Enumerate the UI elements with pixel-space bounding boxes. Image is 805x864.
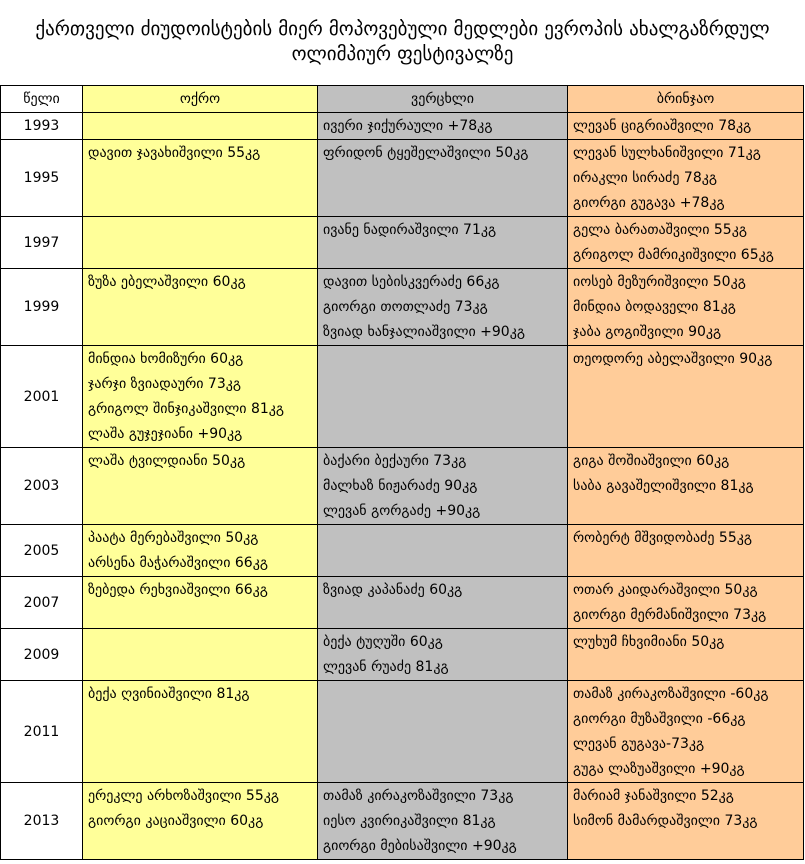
medalist-entry: გიორგი მებისაშვილი +90კგ (323, 838, 517, 854)
year-cell: 2007 (1, 577, 83, 629)
medalist-entry: ერეკლე არხოზაშვილი 55კგ (88, 788, 280, 804)
gold-cell (83, 681, 318, 783)
silver-cell (318, 140, 568, 217)
medalist-entry: ფრიდონ ტყეშელაშვილი 50კგ (323, 145, 529, 161)
medalist-entry: გიორგი მუზაშვილი -66კგ (573, 711, 746, 727)
medalist-entry: მარიამ ჯანაშვილი 52კგ (573, 788, 734, 804)
medalist-entry: ჯარჯი ზვიადაური 73კგ (88, 376, 242, 392)
medalist-entry: გრიგოლ მამრიკიშვილი 65კგ (573, 247, 774, 263)
medalist-entry: ივანე ნადირაშვილი 71კგ (323, 222, 497, 238)
gold-cell (83, 448, 318, 525)
bronze-cell (568, 577, 804, 629)
table-row (1, 346, 804, 448)
silver-cell (318, 783, 568, 860)
silver-cell (318, 448, 568, 525)
silver-cell (318, 577, 568, 629)
table-row (1, 681, 804, 783)
medalist-entry: ბექა ტუღუში 60კგ (323, 634, 443, 650)
gold-cell (83, 140, 318, 217)
title-line: ქართველი ძიუდოისტების მიერ მოპოვებული მედლები ევროპის ახალგაზრდულ (35, 18, 770, 40)
table-row (1, 783, 804, 860)
year-cell: 2011 (1, 681, 83, 783)
silver-cell (318, 217, 568, 269)
header-row (1, 86, 804, 113)
medalist-entry: ლაშა გუჯეჯიანი +90კგ (88, 426, 243, 442)
medalist-entry: ჯაბა გოგიშვილი 90კგ (573, 324, 722, 340)
gold-cell (83, 629, 318, 681)
medalist-entry: ივერი ჯიქურაული +78კგ (323, 118, 493, 134)
table-row (1, 577, 804, 629)
gold-cell (83, 783, 318, 860)
bronze-cell (568, 140, 804, 217)
gold-cell (83, 577, 318, 629)
header-silver: ვერცხლი (318, 86, 568, 113)
year-cell: 1993 (1, 113, 83, 140)
medalist-entry: გელა ბარათაშვილი 55კგ (573, 222, 747, 238)
medalist-entry: რობერტ მშვიდობაძე 55კგ (573, 530, 753, 546)
medalist-entry: ოთარ კაიდარაშვილი 50კგ (573, 582, 758, 598)
medals-table (0, 85, 804, 860)
medalist-entry: დავით ჯავახიშვილი 55კგ (88, 145, 261, 161)
header-bronze: ბრინჯაო (568, 86, 804, 113)
table-row (1, 525, 804, 577)
medalist-entry: თამაზ კირაკოზაშვილი 73კგ (323, 788, 514, 804)
medalist-entry: ბექა ღვინიაშვილი 81კგ (88, 686, 250, 702)
medalist-entry: ბაქარი ბექაური 73კგ (323, 453, 467, 469)
table-row (1, 217, 804, 269)
year-cell: 2013 (1, 783, 83, 860)
medalist-entry: ზვიად კაპანაძე 60კგ (323, 582, 463, 598)
gold-cell (83, 346, 318, 448)
medalist-entry: პაატა მერებაშვილი 50კგ (88, 530, 259, 546)
medalist-entry: გიორგი მერმანიშვილი 73კგ (573, 607, 767, 623)
table-row (1, 140, 804, 217)
bronze-cell (568, 681, 804, 783)
medalist-entry: ზუზა ებელაშვილი 60კგ (88, 274, 246, 290)
gold-cell (83, 525, 318, 577)
bronze-cell (568, 629, 804, 681)
silver-cell (318, 346, 568, 448)
medalist-entry: ლუხუმ ჩხვიმიანი 50კგ (573, 634, 725, 650)
medalist-entry: ლევან რუაძე 81კგ (323, 659, 449, 675)
year-cell: 2005 (1, 525, 83, 577)
table-row (1, 448, 804, 525)
medalist-entry: საბა გავაშელიშვილი 81კგ (573, 478, 754, 494)
medalist-entry: თამაზ კირაკოზაშვილი -60კგ (573, 686, 769, 702)
medalist-entry: გიორგი თოთლაძე 73კგ (323, 299, 488, 315)
medalist-entry: გრიგოლ შინჯიკაშვილი 81კგ (88, 401, 285, 417)
silver-cell (318, 681, 568, 783)
medalist-entry: გიორგი კაციაშვილი 60კგ (88, 813, 264, 829)
table-row (1, 113, 804, 140)
bronze-cell (568, 783, 804, 860)
medalist-entry: მინდია ხომიზური 60კგ (88, 351, 244, 367)
header-gold: ოქრო (83, 86, 318, 113)
year-cell: 1995 (1, 140, 83, 217)
gold-cell (83, 217, 318, 269)
bronze-cell (568, 346, 804, 448)
bronze-cell (568, 448, 804, 525)
bronze-cell (568, 113, 804, 140)
medalist-entry: ზვიად ხანჯალიაშვილი +90კგ (323, 324, 525, 340)
medalist-entry: ზებედა რეხვიაშვილი 66კგ (88, 582, 268, 598)
year-cell: 1997 (1, 217, 83, 269)
medalist-entry: ლაშა ტვილდიანი 50კგ (88, 453, 246, 469)
silver-cell (318, 525, 568, 577)
medalist-entry: დავით სებისკვერაძე 66კგ (323, 274, 500, 290)
table-row (1, 269, 804, 346)
page-title (0, 0, 805, 85)
year-cell: 2003 (1, 448, 83, 525)
table-row (1, 629, 804, 681)
header-year: წელი (1, 86, 83, 113)
medalist-entry: ლევან გორგაძე +90კგ (323, 503, 481, 519)
medalist-entry: არსენა მაჭარაშვილი 66კგ (88, 555, 268, 571)
medalist-entry: იოსებ მეზურიშვილი 50კგ (573, 274, 746, 290)
medalist-entry: მალხაზ ნიჟარაძე 90კგ (323, 478, 478, 494)
medalist-entry: გიორგი გუგავა +78კგ (573, 195, 725, 211)
silver-cell (318, 113, 568, 140)
bronze-cell (568, 269, 804, 346)
medalist-entry: მინდია ბოდაველი 81კგ (573, 299, 736, 315)
medalist-entry: თეოდორე აბელაშვილი 90კგ (573, 351, 773, 367)
bronze-cell (568, 525, 804, 577)
silver-cell (318, 269, 568, 346)
medalist-entry: ლევან გუგავა-73კგ (573, 736, 705, 752)
medalist-entry: გიგა შოშიაშვილი 60კგ (573, 453, 730, 469)
title-line: ოლიმპიურ ფესტივალზე (291, 43, 514, 65)
medalist-entry: იესო კვირიკაშვილი 81კგ (323, 813, 496, 829)
bronze-cell (568, 217, 804, 269)
year-cell: 1999 (1, 269, 83, 346)
medalist-entry: ირაკლი სირაძე 78კგ (573, 170, 718, 186)
medalist-entry: სიმონ მამარდაშვილი 73კგ (573, 813, 758, 829)
gold-cell (83, 269, 318, 346)
year-cell: 2001 (1, 346, 83, 448)
silver-cell (318, 629, 568, 681)
medalist-entry: ლევან ციგრიაშვილი 78კგ (573, 118, 752, 134)
medalist-entry: გუგა ლაზუაშვილი +90კგ (573, 761, 745, 777)
year-cell: 2009 (1, 629, 83, 681)
gold-cell (83, 113, 318, 140)
medalist-entry: ლევან სულხანიშვილი 71კგ (573, 145, 761, 161)
